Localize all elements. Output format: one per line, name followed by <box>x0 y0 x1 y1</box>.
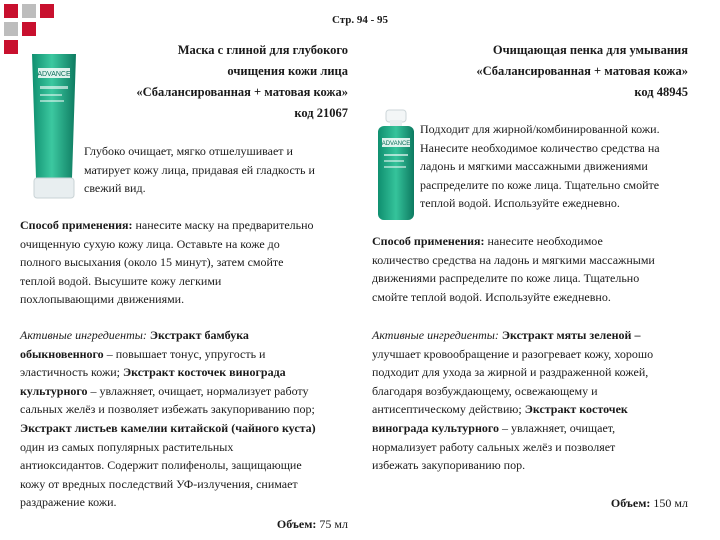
tube-brand-text: ADVANCE <box>37 71 71 78</box>
left-usage: Способ применения: нанесите маску на предварительно очищенную сухую кожу лица. Оставьте на коже до полного высыхания (около 15 минут), затем смойте теплой водой. Высушите кожу легкими похлопывающими движениями. <box>20 218 314 307</box>
right-product-title: Очищающая пенка для умывания «Сбалансированная + матовая кожа» код 48945 <box>476 43 688 99</box>
bottle-brand-text: ADVANCE <box>381 141 411 147</box>
left-product-title: Маска с глиной для глубокого очищения кожи лица «Сбалансированная + матовая кожа» код 21067 <box>136 43 348 120</box>
right-intro: Подходит для жирной/комбинированной кожи. Нанесите необходимое количество средства на ладонь и мягкими массажными движениями распределите по коже лица. Тщательно смойте теплой водой. Используйте ежедневно. <box>420 122 660 211</box>
right-ingredients: Активные ингредиенты: Экстракт мяты зеленой – улучшает кровообращение и разогревает кожу, хорошо подходит для ухода за жирной и раздраженной кожей, благодаря возбуждающему, освежающему и антисептическому действию; Экстракт косточек винограда культурного – увлажняет, очищает, нормализует работу сальных желёз и позволяет избежать закупориванию пор. <box>372 328 654 473</box>
left-ingredients: Активные ингредиенты: Экстракт бамбука обыкновенного – повышает тонус, упругость и эластичность кожи; Экстракт косточек винограда культурного – увлажняет, очищает, нормализует работу сальных желёз и позволяет избежать закупориванию пор; Экстракт листьев камелии китайской (чайного куста) один из самых популярных растительных антиоксидантов. Содержит полифенолы, защищающие кожу от вредных последствий УФ-излучения, снимает раздражение кожи. <box>20 328 316 510</box>
left-intro: Глубоко очищает, мягко отшелушивает и матирует кожу лица, придавая ей гладкость и свежий вид. <box>84 144 315 196</box>
foam-bottle-image <box>370 108 422 224</box>
right-volume: Объем: 150 мл <box>610 496 688 510</box>
page-label: Стр. 94 - 95 <box>331 14 389 26</box>
left-volume: Объем: 75 мл <box>276 517 348 531</box>
right-usage: Способ применения: нанесите необходимое количество средства на ладонь и мягкими массажными движениями распределите по коже лица. Тщательно смойте теплой водой. Используйте ежедневно. <box>372 234 655 304</box>
clay-mask-tube-image <box>26 50 82 200</box>
